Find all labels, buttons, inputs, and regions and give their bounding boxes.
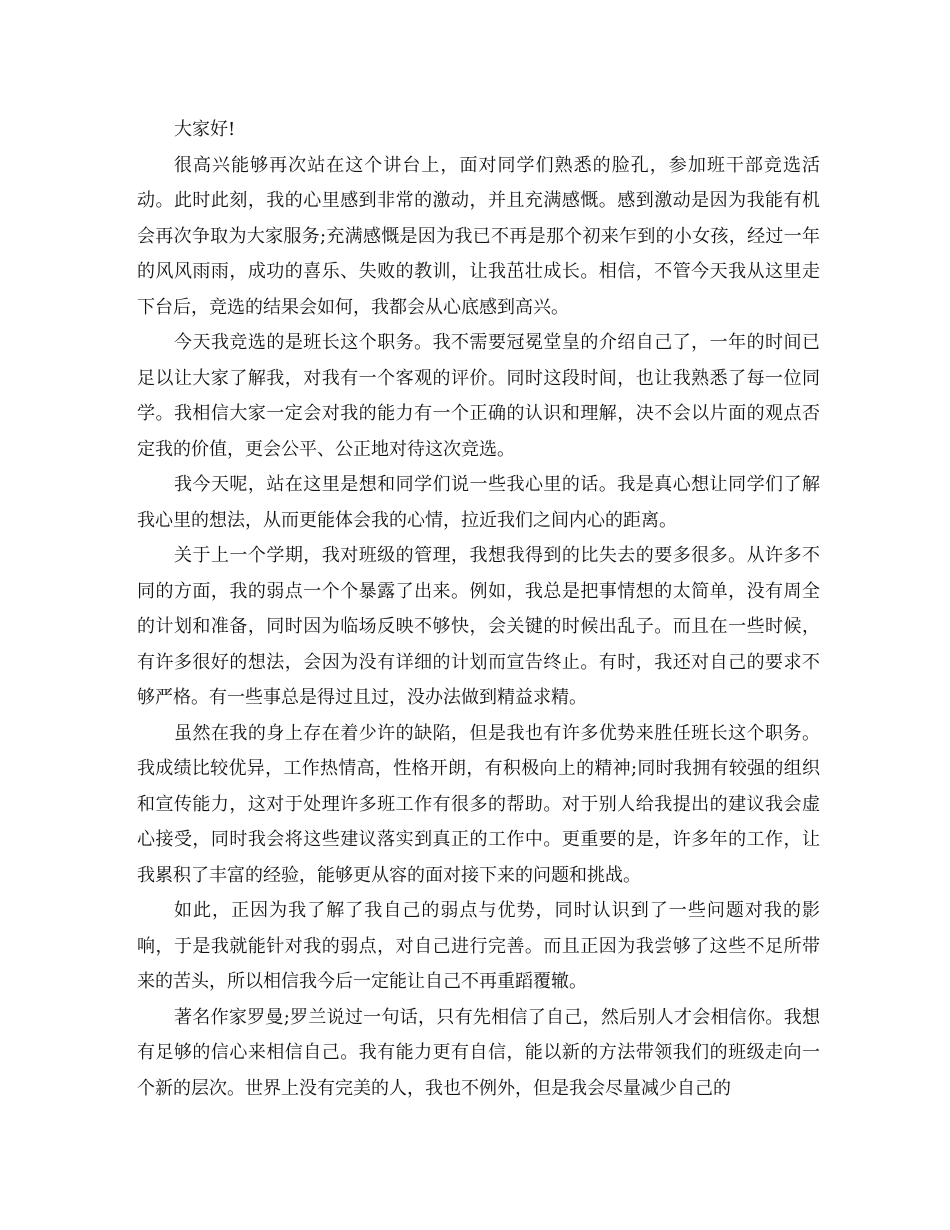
- paragraph-3: 我今天呢，站在这里是想和同学们说一些我心里的话。我是真心想让同学们了解我心里的想法，从而更能体会我的心情，拉近我们之间内心的距离。: [137, 474, 820, 531]
- document-page: [137, 112, 820, 1106]
- paragraph-2: 今天我竞选的是班长这个职务。我不需要冠冕堂皇的介绍自己了，一年的时间已足以让大家了解我，对我有一个客观的评价。同时这段时间，也让我熟悉了每一位同学。我相信大家一定会对我的能力有一个正确的认识和理解，决不会以片面的观点否定我的价值，更会公平、公正地对待这次竞选。: [137, 332, 820, 460]
- paragraph-7: 著名作家罗曼;罗兰说过一句话，只有先相信了自己，然后别人才会相信你。我想有足够的信心来相信自己。我有能力更有自信，能以新的方法带领我们的班级走向一个新的层次。世界上没有完美的人，我也不例外，但是我会尽量减少自己的: [137, 1006, 820, 1099]
- paragraph-1: 很高兴能够再次站在这个讲台上，面对同学们熟悉的脸孔，参加班干部竞选活动。此时此刻，我的心里感到非常的激动，并且充满感慨。感到激动是因为我能有机会再次争取为大家服务;充满感慨是因为我已不再是那个初来乍到的小女孩，经过一年的风风雨雨，成功的喜乐、失败的教训，让我茁壮成长。相信，不管今天我从这里走下台后，竞选的结果会如何，我都会从心底感到高兴。: [137, 154, 820, 318]
- paragraph-6: 如此，正因为我了解了我自己的弱点与优势，同时认识到了一些问题对我的影响，于是我就能针对我的弱点，对自己进行完善。而且正因为我尝够了这些不足所带来的苦头，所以相信我今后一定能让自己不再重蹈覆辙。: [137, 900, 820, 992]
- paragraph-5: 虽然在我的身上存在着少许的缺陷，但是我也有许多优势来胜任班长这个职务。我成绩比较优异，工作热情高，性格开朗，有积极向上的精神;同时我拥有较强的组织和宣传能力，这对于处理许多班工作有很多的帮助。对于别人给我提出的建议我会虚心接受，同时我会将这些建议落实到真正的工作中。更重要的是，许多年的工作，让我累积了丰富的经验，能够更从容的面对接下来的问题和挑战。: [137, 722, 820, 886]
- paragraph-4: 关于上一个学期，我对班级的管理，我想我得到的比失去的要多很多。从许多不同的方面，我的弱点一个个暴露了出来。例如，我总是把事情想的太简单，没有周全的计划和准备，同时因为临场反映不够快，会关键的时候出乱子。而且在一些时候，有许多很好的想法，会因为没有详细的计划而宣告终止。有时，我还对自己的要求不够严格。有一些事总是得过且过，没办法做到精益求精。: [137, 545, 820, 708]
- greeting-line: 大家好!: [174, 119, 236, 140]
